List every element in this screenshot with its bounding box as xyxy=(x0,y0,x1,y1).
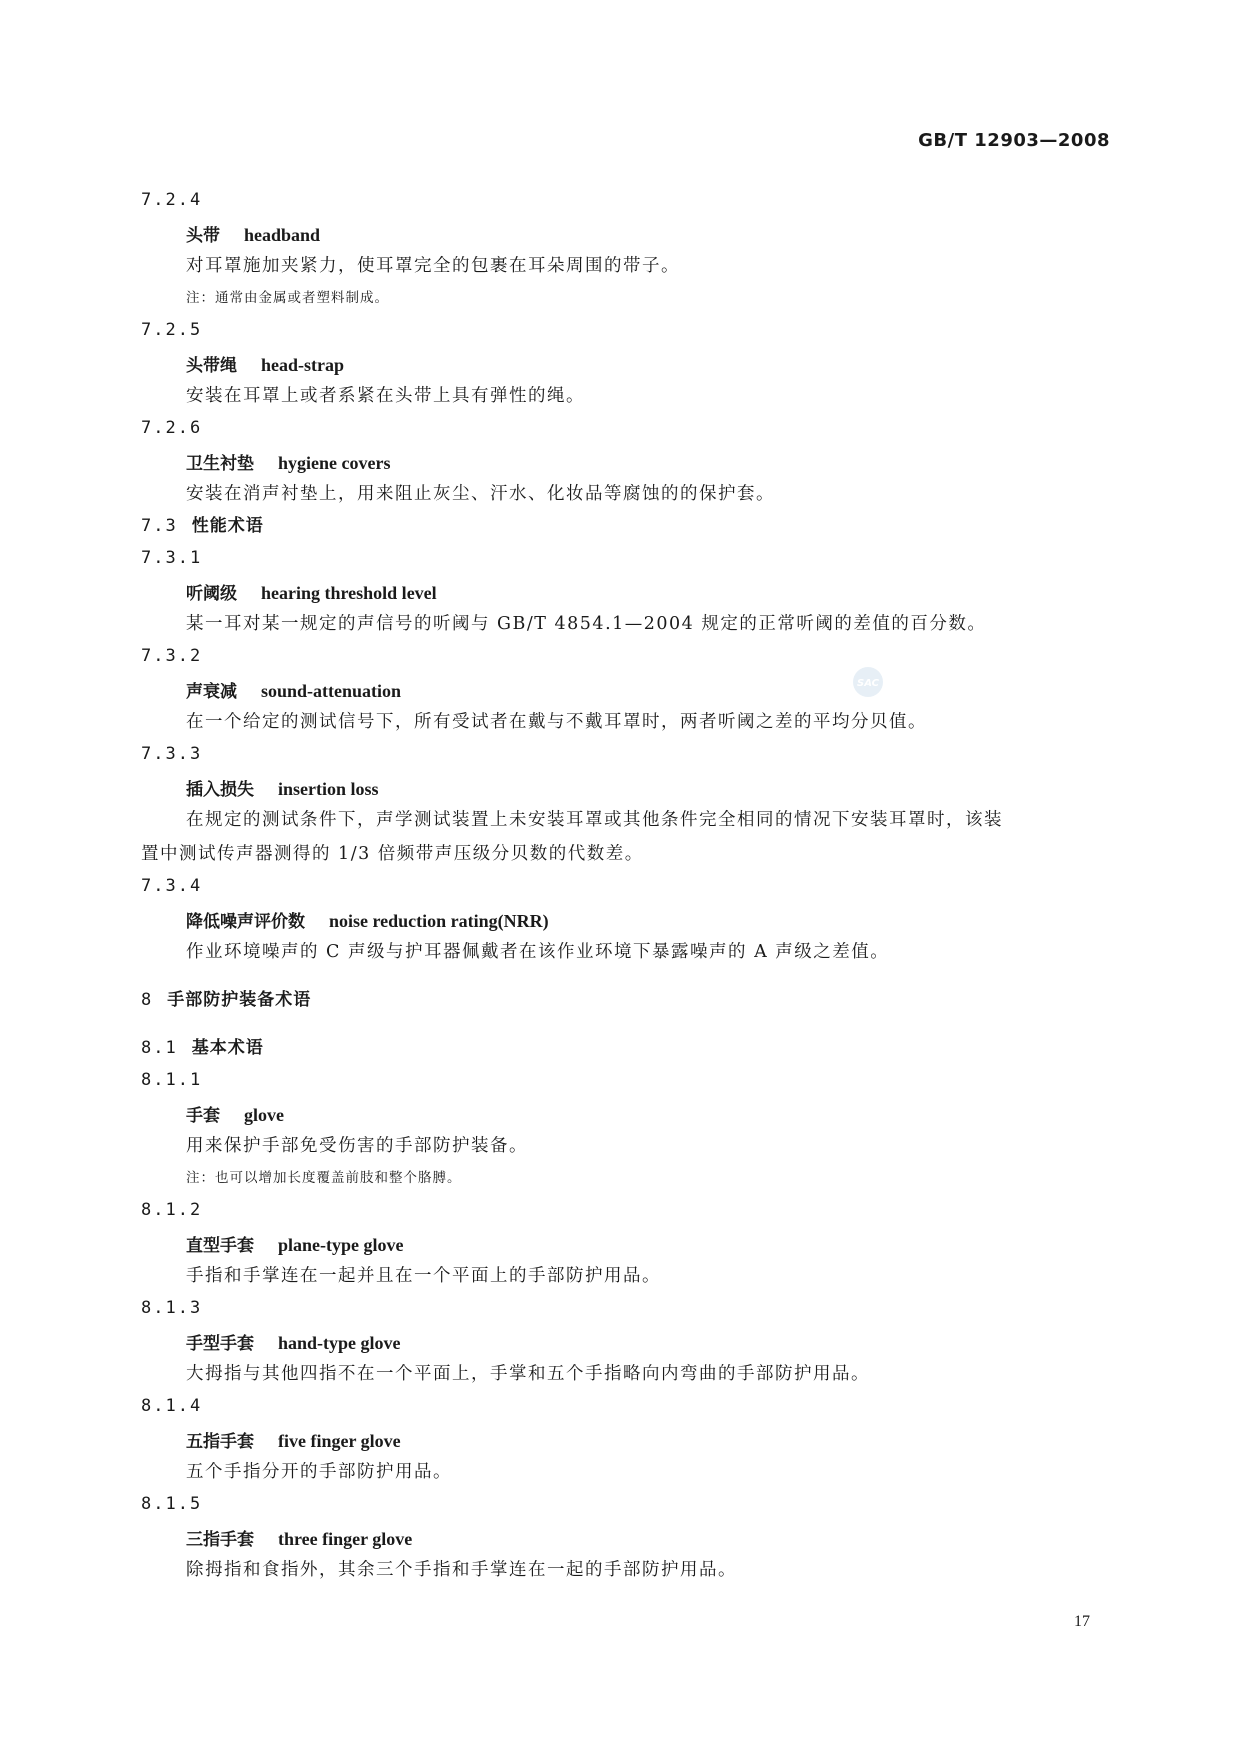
term-definition: 在一个给定的测试信号下，所有受试者在戴与不戴耳罩时，两者听阈之差的平均分贝值。 xyxy=(186,712,927,732)
term-heading xyxy=(186,226,320,245)
term-heading xyxy=(186,454,390,473)
term-english: plane-type glove xyxy=(278,1235,404,1255)
clause-number: 8.1.2 xyxy=(141,1200,203,1220)
term-english: five finger glove xyxy=(278,1431,401,1451)
term-definition: 大拇指与其他四指不在一个平面上，手掌和五个手指略向内弯曲的手部防护用品。 xyxy=(186,1364,870,1384)
term-heading xyxy=(186,584,437,603)
term-chinese: 五指手套 xyxy=(186,1432,254,1452)
term-chinese: 听阈级 xyxy=(186,584,237,604)
term-english: glove xyxy=(244,1105,284,1125)
term-chinese: 插入损失 xyxy=(186,780,254,800)
section-heading xyxy=(141,1040,264,1057)
term-heading xyxy=(186,356,344,375)
term-definition: 用来保护手部免受伤害的手部防护装备。 xyxy=(186,1136,528,1156)
term-note: 注：通常由金属或者塑料制成。 xyxy=(186,290,389,306)
clause-number: 7.3.1 xyxy=(141,548,203,568)
term-note: 注：也可以增加长度覆盖前肢和整个胳膊。 xyxy=(186,1170,462,1186)
page-number: 17 xyxy=(1074,1613,1090,1630)
term-chinese: 直型手套 xyxy=(186,1236,254,1256)
section-number: 7.3 xyxy=(141,516,178,536)
clause-number: 7.2.5 xyxy=(141,320,203,340)
section-heading xyxy=(141,518,264,535)
term-english: hearing threshold level xyxy=(261,583,437,603)
clause-number: 7.2.4 xyxy=(141,190,203,210)
term-definition: 除拇指和食指外，其余三个手指和手掌连在一起的手部防护用品。 xyxy=(186,1560,737,1580)
term-chinese: 降低噪声评价数 xyxy=(186,912,305,932)
clause-number: 8.1.5 xyxy=(141,1494,203,1514)
term-english: hygiene covers xyxy=(278,453,391,473)
clause-number: 7.3.4 xyxy=(141,876,203,896)
term-definition: 手指和手掌连在一起并且在一个平面上的手部防护用品。 xyxy=(186,1266,661,1286)
term-chinese: 三指手套 xyxy=(186,1530,254,1550)
term-heading xyxy=(186,1530,412,1549)
term-english: noise reduction rating(NRR) xyxy=(329,911,549,931)
clause-number: 7.2.6 xyxy=(141,418,203,438)
term-chinese: 手型手套 xyxy=(186,1334,254,1354)
term-english: head-strap xyxy=(261,355,345,375)
term-definition: 对耳罩施加夹紧力，使耳罩完全的包裹在耳朵周围的带子。 xyxy=(186,256,680,276)
term-heading xyxy=(186,780,379,799)
term-definition: 某一耳对某一规定的声信号的听阈与 GB/T 4854.1—2004 规定的正常听阈的差值的百分数。 xyxy=(186,614,987,634)
clause-number: 7.3.3 xyxy=(141,744,203,764)
chapter-heading xyxy=(141,992,311,1009)
clause-number: 7.3.2 xyxy=(141,646,203,666)
term-chinese: 头带绳 xyxy=(186,356,237,376)
document-code: GB/T 12903—2008 xyxy=(918,130,1110,151)
section-title: 性能术语 xyxy=(191,516,264,536)
sac-watermark-icon xyxy=(851,666,885,698)
term-definition: 安装在消声衬垫上，用来阻止灰尘、汗水、化妆品等腐蚀的的保护套。 xyxy=(186,484,775,504)
term-heading xyxy=(186,912,549,931)
term-english: three finger glove xyxy=(278,1529,413,1549)
clause-number: 8.1.3 xyxy=(141,1298,203,1318)
chapter-title: 手部防护装备术语 xyxy=(167,990,312,1010)
term-definition-continued: 置中测试传声器测得的 1/3 倍频带声压级分贝数的代数差。 xyxy=(141,844,644,864)
term-english: sound-attenuation xyxy=(261,681,402,701)
term-chinese: 头带 xyxy=(186,226,220,246)
term-chinese: 卫生衬垫 xyxy=(186,454,254,474)
term-heading xyxy=(186,1334,401,1353)
section-number: 8.1 xyxy=(141,1038,178,1058)
term-definition: 五个手指分开的手部防护用品。 xyxy=(186,1462,452,1482)
chapter-number: 8 xyxy=(141,990,154,1010)
watermark-text: SAC xyxy=(857,678,879,689)
section-title: 基本术语 xyxy=(191,1038,264,1058)
term-heading xyxy=(186,1432,401,1451)
term-heading xyxy=(186,1236,404,1255)
clause-number: 8.1.4 xyxy=(141,1396,203,1416)
term-english: headband xyxy=(244,225,321,245)
term-chinese: 手套 xyxy=(186,1106,220,1126)
term-heading xyxy=(186,1106,284,1125)
term-english: hand-type glove xyxy=(278,1333,401,1353)
term-definition: 在规定的测试条件下，声学测试装置上未安装耳罩或其他条件完全相同的情况下安装耳罩时，该装 xyxy=(186,810,1003,830)
term-definition: 作业环境噪声的 C 声级与护耳器佩戴者在该作业环境下暴露噪声的 A 声级之差值。 xyxy=(186,942,890,962)
term-heading xyxy=(186,682,401,701)
term-chinese: 声衰减 xyxy=(186,682,237,702)
term-english: insertion loss xyxy=(278,779,379,799)
term-definition: 安装在耳罩上或者系紧在头带上具有弹性的绳。 xyxy=(186,386,585,406)
clause-number: 8.1.1 xyxy=(141,1070,203,1090)
